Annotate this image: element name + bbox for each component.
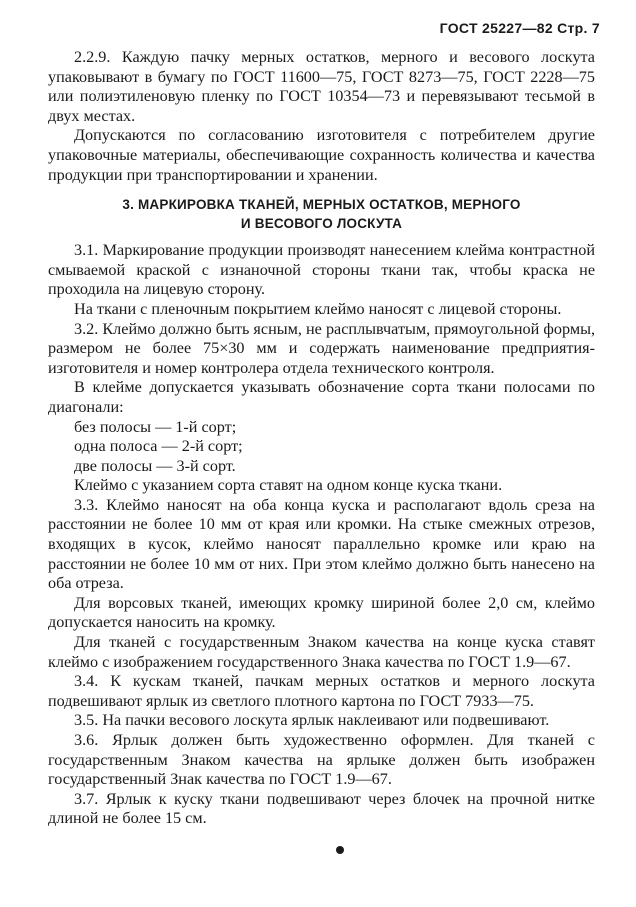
document-body [48,48,595,829]
paragraph-3-4: 3.4. К кускам тканей, пачкам мерных остатков и мерного лоскута подвешивают ярлык из светлого плотного картона по ГОСТ 7933—75. [48,672,595,710]
paragraph-3-7: 3.7. Ярлык к куску ткани подвешивают через блочек на прочной нитке длиной не более 15 см. [48,789,595,828]
paragraph-quality-mark: Для тканей с государственным Знаком качества на конце куска ставят клеймо с изображением государственного Знака качества по ГОСТ 1.9—67. [48,633,595,671]
grade-list-item: две полосы — 3-й сорт. [74,456,236,475]
paragraph-3-5: 3.5. На пачки весового лоскута ярлык наклеивают или подвешивают. [74,711,550,730]
paragraph-3-2: 3.2. Клеймо должно быть ясным, не расплывчатым, прямоугольной формы, размером не более 75×30 мм и содержать наименование предприятия-изготовителя и номер контролера отдела технического контроля. [48,319,595,377]
paragraph-2-2-9: 2.2.9. Каждую пачку мерных остатков, мерного и весового лоскута упаковывают в бумагу по ГОСТ 11600—75, ГОСТ 8273—75, ГОСТ 2228—75 или полиэтиленовую пленку по ГОСТ 10354—73 и перевязывают тесьмой в двух местах. [48,48,595,125]
paragraph-3-6: 3.6. Ярлык должен быть художественно оформлен. Для тканей с государственным Знаком качества на ярлыке должен быть изображен государственный Знак качества по ГОСТ 1.9—67. [48,731,595,789]
paragraph-grade-stamp: Клеймо с указанием сорта ставят на одном конце куска ткани. [74,476,503,495]
paragraph-grade-stripes: В клейме допускается указывать обозначение сорта ткани полосами по диагонали: [48,378,595,416]
section-3-title [48,195,595,233]
grade-list-item: одна полоса — 2-й сорт; [74,437,243,456]
paragraph-pile-fabrics: Для ворсовых тканей, имеющих кромку шириной более 2,0 см, клеймо допускается наносить на кромку. [48,593,595,632]
grade-list-item: без полосы — 1-й сорт; [74,417,237,436]
paragraph-3-3: 3.3. Клеймо наносят на оба конца куска и располагают вдоль среза на расстоянии не более 10 мм от края или кромки. На стыке смежных отрезов, входящих в кусок, клеймо наносят параллельно кромке или краю на расстоянии не более 10 мм от них. При этом клеймо должно быть нанесено на оба отреза. [48,495,595,593]
page-end-dot-icon [336,846,344,854]
paragraph-film-coating: На ткани с пленочным покрытием клеймо наносят с лицевой стороны. [74,299,562,318]
running-header: ГОСТ 25227—82 Стр. 7 [439,20,600,36]
section-3-title-line-1: 3. МАРКИРОВКА ТКАНЕЙ, МЕРНЫХ ОСТАТКОВ, МЕРНОГО [122,197,521,213]
paragraph-packaging-alternatives: Допускаются по согласованию изготовителя с потребителем другие упаковочные материалы, обеспечивающие сохранность количества и качества продукции при транспортировании и хранении. [48,126,595,184]
paragraph-3-1: 3.1. Маркирование продукции производят нанесением клейма контрастной смываемой краской с изнаночной стороны ткани так, чтобы краска не проходила на лицевую сторону. [48,241,595,299]
section-3-title-line-2: И ВЕСОВОГО ЛОСКУТА [240,216,403,232]
